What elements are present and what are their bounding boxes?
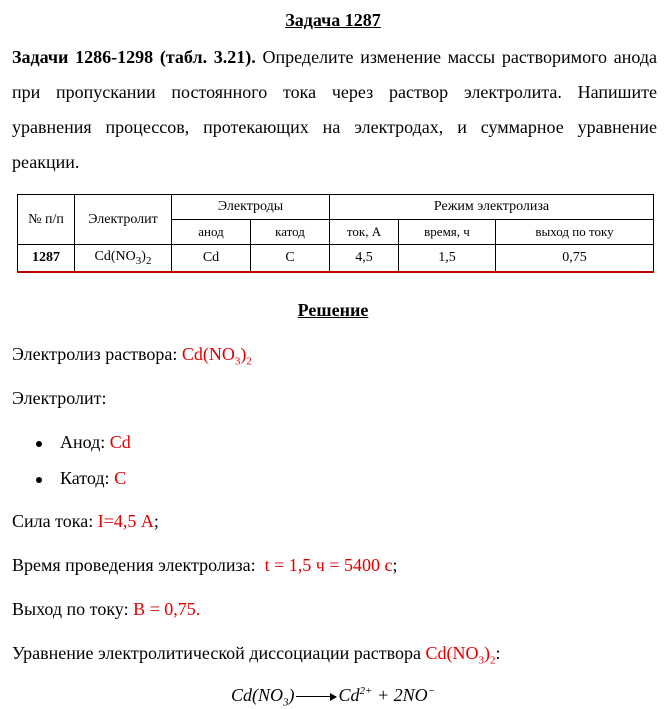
electrolyte-label: Электролит:: [12, 388, 107, 408]
header-yield: выход по току: [496, 220, 654, 245]
problem-text: Определите изменение массы растворимого анода при пропускании постоянного тока через раствор электролита. Напишите уравнения процессов, протекающих на электродах, и суммарное уравнение реакции.: [12, 47, 657, 172]
cell-num: 1287: [18, 245, 75, 273]
problem-title: Задача 1287: [285, 10, 381, 30]
cell-current: 4,5: [330, 245, 399, 273]
cell-anode: Cd: [172, 245, 251, 273]
dissociation-equation: $Cd(NO_3) Cd^{2+} + 2NO^-$: [230, 685, 436, 709]
cathode-line: Катод: C: [60, 468, 127, 488]
cell-time: 1,5: [399, 245, 496, 273]
bullet-icon: [36, 441, 42, 447]
electrolysis-line: Электролиз раствора: $Cd(NO_3)_2$: [12, 344, 252, 368]
parameters-table: [17, 194, 654, 273]
header-electrodes: Электроды: [172, 195, 330, 220]
solution-heading: Решение: [297, 300, 369, 320]
cell-cathode: C: [251, 245, 330, 273]
header-current: ток, А: [330, 220, 399, 245]
cell-electrolyte: $Cd(NO_3)_2$: [75, 245, 172, 273]
header-num: № п/п: [18, 195, 75, 245]
header-electrolyte: Электролит: [75, 195, 172, 245]
table-row: [18, 245, 654, 273]
bullet-icon: [36, 477, 42, 483]
header-mode: Режим электролиза: [330, 195, 654, 220]
problem-range: Задачи 1286-1298 (табл. 3.21).: [12, 47, 256, 67]
problem-statement: [12, 40, 657, 180]
header-anode: анод: [172, 220, 251, 245]
cell-yield: 0,75: [496, 245, 654, 273]
anode-line: Анод: Cd: [60, 432, 131, 452]
header-time: время, ч: [399, 220, 496, 245]
time-line: Время проведения электролиза: t = 1,5 ч = 5400 с;: [12, 555, 398, 575]
current-line: Сила тока: I=4,5 А;: [12, 511, 159, 531]
yield-line: Выход по току: В = 0,75.: [12, 599, 201, 619]
dissociation-line: Уравнение электролитической диссоциации раствора $Cd(NO_3)_2$:: [12, 643, 501, 667]
header-cathode: катод: [251, 220, 330, 245]
arrow-icon: [296, 696, 336, 697]
